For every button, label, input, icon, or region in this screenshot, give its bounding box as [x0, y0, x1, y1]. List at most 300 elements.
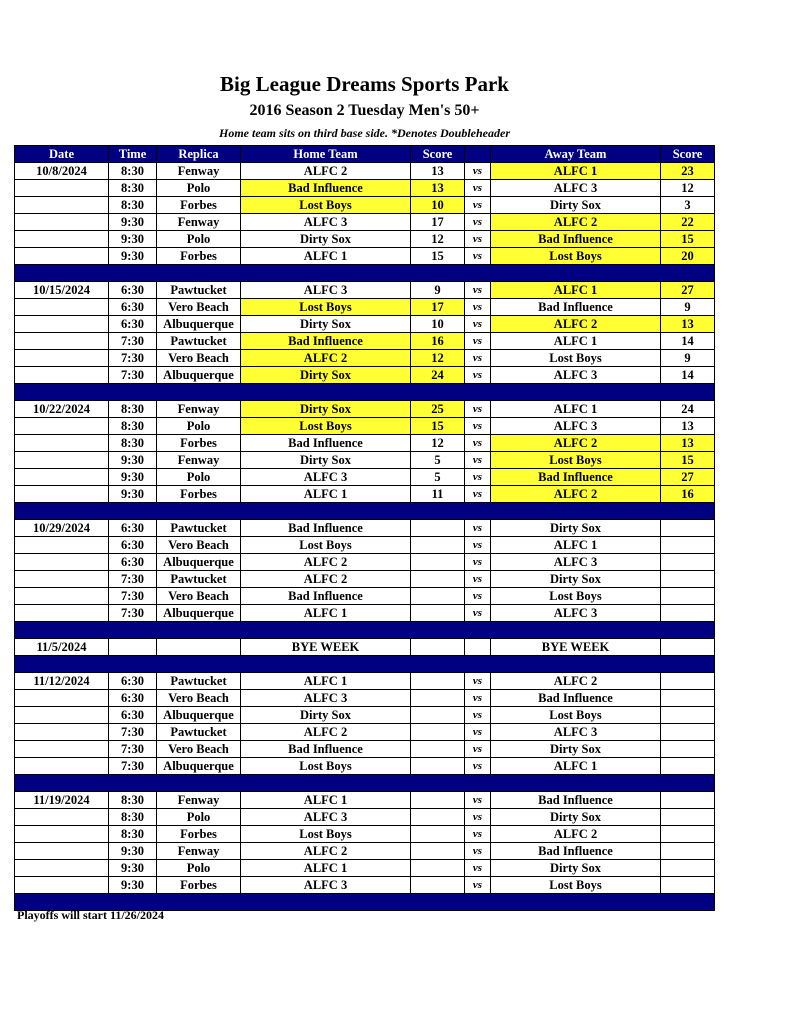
home-team-cell: Bad Influence: [241, 741, 411, 758]
away-team-cell: Dirty Sox: [491, 571, 661, 588]
column-header-replica: Replica: [157, 146, 241, 163]
date-cell: 10/8/2024: [15, 163, 109, 180]
vs-cell: vs: [465, 877, 491, 894]
away-score-cell: [661, 826, 715, 843]
replica-cell: Polo: [157, 180, 241, 197]
home-team-cell: Bad Influence: [241, 333, 411, 350]
vs-cell: vs: [465, 673, 491, 690]
replica-cell: Polo: [157, 809, 241, 826]
time-cell: 8:30: [109, 180, 157, 197]
away-team-cell: Lost Boys: [491, 452, 661, 469]
bye-away-cell: BYE WEEK: [491, 639, 661, 656]
date-cell: [15, 486, 109, 503]
home-score-cell: 10: [411, 197, 465, 214]
vs-cell: vs: [465, 741, 491, 758]
time-cell: 8:30: [109, 401, 157, 418]
date-cell: [15, 588, 109, 605]
date-cell: [15, 333, 109, 350]
away-score-cell: [661, 520, 715, 537]
schedule-body: [15, 163, 715, 911]
away-score-cell: [661, 639, 715, 656]
replica-cell: Albuquerque: [157, 367, 241, 384]
away-score-cell: 15: [661, 231, 715, 248]
replica-cell: Fenway: [157, 401, 241, 418]
home-team-cell: ALFC 2: [241, 571, 411, 588]
home-score-cell: 24: [411, 367, 465, 384]
away-score-cell: 20: [661, 248, 715, 265]
replica-cell: Vero Beach: [157, 588, 241, 605]
table-row: [15, 826, 715, 843]
vs-cell: vs: [465, 707, 491, 724]
date-cell: [15, 809, 109, 826]
home-score-cell: [411, 758, 465, 775]
date-cell: [15, 452, 109, 469]
home-team-cell: ALFC 2: [241, 163, 411, 180]
table-row: [15, 316, 715, 333]
column-header-date: Date: [15, 146, 109, 163]
vs-cell: vs: [465, 214, 491, 231]
replica-cell: Pawtucket: [157, 724, 241, 741]
home-score-cell: 17: [411, 214, 465, 231]
table-row: [15, 197, 715, 214]
home-team-cell: ALFC 3: [241, 877, 411, 894]
away-team-cell: ALFC 3: [491, 605, 661, 622]
vs-cell: vs: [465, 520, 491, 537]
away-score-cell: [661, 707, 715, 724]
column-header-home-team: Home Team: [241, 146, 411, 163]
away-team-cell: Lost Boys: [491, 350, 661, 367]
away-team-cell: Lost Boys: [491, 877, 661, 894]
table-row: [15, 214, 715, 231]
home-score-cell: 9: [411, 282, 465, 299]
away-score-cell: 9: [661, 350, 715, 367]
date-cell: [15, 758, 109, 775]
week-separator: [15, 622, 715, 639]
away-score-cell: [661, 843, 715, 860]
date-cell: [15, 690, 109, 707]
home-score-cell: [411, 639, 465, 656]
week-separator-row: [15, 503, 715, 520]
home-team-cell: ALFC 2: [241, 724, 411, 741]
replica-cell: Forbes: [157, 248, 241, 265]
home-team-cell: ALFC 3: [241, 214, 411, 231]
away-score-cell: 9: [661, 299, 715, 316]
away-team-cell: Lost Boys: [491, 707, 661, 724]
home-team-cell: Bad Influence: [241, 435, 411, 452]
date-cell: [15, 571, 109, 588]
date-cell: [15, 197, 109, 214]
away-team-cell: Lost Boys: [491, 248, 661, 265]
replica-cell: Vero Beach: [157, 741, 241, 758]
replica-cell: Vero Beach: [157, 537, 241, 554]
home-score-cell: 11: [411, 486, 465, 503]
away-score-cell: [661, 537, 715, 554]
schedule-table: [14, 145, 715, 911]
away-score-cell: [661, 860, 715, 877]
column-header-away-score: Score: [661, 146, 715, 163]
home-team-cell: Dirty Sox: [241, 367, 411, 384]
vs-cell: vs: [465, 486, 491, 503]
home-team-cell: Dirty Sox: [241, 452, 411, 469]
away-score-cell: 12: [661, 180, 715, 197]
date-cell: [15, 605, 109, 622]
replica-cell: Pawtucket: [157, 673, 241, 690]
replica-cell: Fenway: [157, 792, 241, 809]
page-title: Big League Dreams Sports Park: [220, 72, 509, 96]
vs-cell: vs: [465, 605, 491, 622]
table-row: [15, 520, 715, 537]
date-cell: 10/29/2024: [15, 520, 109, 537]
away-team-cell: Dirty Sox: [491, 809, 661, 826]
replica-cell: Forbes: [157, 435, 241, 452]
away-team-cell: Bad Influence: [491, 843, 661, 860]
table-header-row: [15, 146, 715, 163]
away-team-cell: Bad Influence: [491, 299, 661, 316]
away-score-cell: [661, 877, 715, 894]
replica-cell: Fenway: [157, 452, 241, 469]
home-team-cell: Lost Boys: [241, 758, 411, 775]
replica-cell: Fenway: [157, 163, 241, 180]
date-cell: [15, 724, 109, 741]
home-score-cell: [411, 554, 465, 571]
table-row: [15, 724, 715, 741]
table-row: [15, 282, 715, 299]
vs-cell: vs: [465, 809, 491, 826]
date-cell: 10/15/2024: [15, 282, 109, 299]
home-team-cell: Lost Boys: [241, 418, 411, 435]
week-separator-row: [15, 265, 715, 282]
home-score-cell: [411, 520, 465, 537]
home-team-cell: ALFC 1: [241, 860, 411, 877]
table-row: [15, 605, 715, 622]
vs-cell: vs: [465, 333, 491, 350]
home-score-cell: 12: [411, 435, 465, 452]
away-team-cell: ALFC 3: [491, 180, 661, 197]
replica-cell: Vero Beach: [157, 299, 241, 316]
away-team-cell: ALFC 1: [491, 333, 661, 350]
table-row: [15, 418, 715, 435]
replica-cell: [157, 639, 241, 656]
date-cell: 11/5/2024: [15, 639, 109, 656]
time-cell: 8:30: [109, 435, 157, 452]
home-score-cell: 15: [411, 248, 465, 265]
away-team-cell: ALFC 2: [491, 486, 661, 503]
home-team-cell: ALFC 1: [241, 248, 411, 265]
date-cell: [15, 860, 109, 877]
replica-cell: Albuquerque: [157, 554, 241, 571]
away-team-cell: ALFC 2: [491, 826, 661, 843]
vs-cell: vs: [465, 724, 491, 741]
playoffs-note: Playoffs will start 11/26/2024: [17, 908, 164, 922]
date-cell: [15, 877, 109, 894]
time-cell: 9:30: [109, 860, 157, 877]
date-cell: [15, 707, 109, 724]
vs-cell: vs: [465, 452, 491, 469]
replica-cell: Forbes: [157, 826, 241, 843]
home-team-cell: Bad Influence: [241, 588, 411, 605]
date-cell: [15, 180, 109, 197]
table-row: [15, 554, 715, 571]
vs-cell: vs: [465, 469, 491, 486]
home-team-cell: Lost Boys: [241, 826, 411, 843]
time-cell: 9:30: [109, 248, 157, 265]
time-cell: 8:30: [109, 792, 157, 809]
time-cell: 7:30: [109, 350, 157, 367]
table-row: [15, 333, 715, 350]
vs-cell: vs: [465, 554, 491, 571]
time-cell: 7:30: [109, 588, 157, 605]
away-score-cell: 27: [661, 469, 715, 486]
time-cell: 7:30: [109, 571, 157, 588]
away-score-cell: [661, 809, 715, 826]
replica-cell: Pawtucket: [157, 333, 241, 350]
time-cell: 8:30: [109, 809, 157, 826]
home-score-cell: [411, 588, 465, 605]
date-cell: [15, 418, 109, 435]
home-team-cell: ALFC 1: [241, 792, 411, 809]
bye-week-row: [15, 639, 715, 656]
table-row: [15, 401, 715, 418]
vs-cell: vs: [465, 860, 491, 877]
vs-cell: vs: [465, 163, 491, 180]
away-score-cell: [661, 571, 715, 588]
home-team-cell: Dirty Sox: [241, 401, 411, 418]
table-row: [15, 758, 715, 775]
week-separator-row: [15, 384, 715, 401]
home-score-cell: [411, 809, 465, 826]
away-team-cell: ALFC 2: [491, 316, 661, 333]
home-team-cell: ALFC 1: [241, 605, 411, 622]
replica-cell: Pawtucket: [157, 571, 241, 588]
time-cell: 6:30: [109, 299, 157, 316]
home-team-cell: ALFC 2: [241, 350, 411, 367]
replica-cell: Forbes: [157, 486, 241, 503]
replica-cell: Forbes: [157, 877, 241, 894]
home-team-cell: ALFC 1: [241, 486, 411, 503]
away-score-cell: [661, 792, 715, 809]
table-row: [15, 367, 715, 384]
away-team-cell: ALFC 1: [491, 537, 661, 554]
table-row: [15, 588, 715, 605]
table-row: [15, 707, 715, 724]
table-row: [15, 231, 715, 248]
home-score-cell: 13: [411, 163, 465, 180]
bye-home-cell: BYE WEEK: [241, 639, 411, 656]
home-score-cell: 16: [411, 333, 465, 350]
home-team-cell: ALFC 2: [241, 843, 411, 860]
week-separator-row: [15, 622, 715, 639]
away-team-cell: Bad Influence: [491, 690, 661, 707]
time-cell: 6:30: [109, 520, 157, 537]
away-score-cell: 3: [661, 197, 715, 214]
replica-cell: Polo: [157, 860, 241, 877]
replica-cell: Albuquerque: [157, 605, 241, 622]
date-cell: [15, 299, 109, 316]
table-row: [15, 248, 715, 265]
home-team-cell: Bad Influence: [241, 520, 411, 537]
vs-cell: vs: [465, 316, 491, 333]
time-cell: 7:30: [109, 605, 157, 622]
time-cell: 9:30: [109, 843, 157, 860]
date-cell: [15, 826, 109, 843]
date-cell: 11/12/2024: [15, 673, 109, 690]
away-team-cell: ALFC 1: [491, 163, 661, 180]
date-cell: [15, 248, 109, 265]
home-score-cell: [411, 826, 465, 843]
away-team-cell: ALFC 2: [491, 214, 661, 231]
week-separator: [15, 384, 715, 401]
table-row: [15, 180, 715, 197]
away-score-cell: [661, 741, 715, 758]
away-score-cell: 16: [661, 486, 715, 503]
time-cell: 8:30: [109, 163, 157, 180]
away-team-cell: Dirty Sox: [491, 860, 661, 877]
time-cell: 6:30: [109, 316, 157, 333]
table-row: [15, 843, 715, 860]
vs-cell: vs: [465, 843, 491, 860]
vs-cell: vs: [465, 248, 491, 265]
column-header-vs: [465, 146, 491, 163]
table-row: [15, 877, 715, 894]
home-team-cell: Dirty Sox: [241, 231, 411, 248]
home-score-cell: [411, 673, 465, 690]
away-score-cell: [661, 554, 715, 571]
time-cell: 9:30: [109, 214, 157, 231]
table-row: [15, 163, 715, 180]
home-team-cell: ALFC 2: [241, 554, 411, 571]
home-team-cell: Bad Influence: [241, 180, 411, 197]
page-subtitle: 2016 Season 2 Tuesday Men's 50+: [249, 102, 480, 119]
date-cell: [15, 316, 109, 333]
replica-cell: Forbes: [157, 197, 241, 214]
away-team-cell: Dirty Sox: [491, 741, 661, 758]
time-cell: 6:30: [109, 537, 157, 554]
home-score-cell: 15: [411, 418, 465, 435]
table-row: [15, 350, 715, 367]
away-score-cell: 22: [661, 214, 715, 231]
away-score-cell: [661, 673, 715, 690]
away-team-cell: Dirty Sox: [491, 520, 661, 537]
time-cell: 9:30: [109, 469, 157, 486]
away-score-cell: [661, 588, 715, 605]
time-cell: 9:30: [109, 452, 157, 469]
vs-cell: [465, 639, 491, 656]
vs-cell: vs: [465, 282, 491, 299]
week-separator-row: [15, 656, 715, 673]
date-cell: [15, 350, 109, 367]
replica-cell: Fenway: [157, 843, 241, 860]
date-cell: [15, 741, 109, 758]
home-score-cell: 5: [411, 452, 465, 469]
away-score-cell: 13: [661, 316, 715, 333]
away-team-cell: ALFC 2: [491, 673, 661, 690]
home-team-cell: Dirty Sox: [241, 707, 411, 724]
away-score-cell: 14: [661, 333, 715, 350]
time-cell: 8:30: [109, 197, 157, 214]
home-team-cell: ALFC 3: [241, 282, 411, 299]
vs-cell: vs: [465, 571, 491, 588]
home-team-cell: Lost Boys: [241, 537, 411, 554]
date-cell: [15, 435, 109, 452]
away-score-cell: [661, 724, 715, 741]
away-team-cell: ALFC 3: [491, 724, 661, 741]
away-score-cell: [661, 758, 715, 775]
table-row: [15, 537, 715, 554]
column-header-home-score: Score: [411, 146, 465, 163]
home-score-cell: [411, 741, 465, 758]
time-cell: 8:30: [109, 826, 157, 843]
date-cell: 11/19/2024: [15, 792, 109, 809]
time-cell: 6:30: [109, 690, 157, 707]
home-score-cell: 10: [411, 316, 465, 333]
home-team-cell: ALFC 1: [241, 673, 411, 690]
replica-cell: Albuquerque: [157, 316, 241, 333]
date-cell: [15, 843, 109, 860]
time-cell: 6:30: [109, 554, 157, 571]
home-score-cell: [411, 792, 465, 809]
time-cell: 6:30: [109, 707, 157, 724]
date-cell: [15, 367, 109, 384]
home-score-cell: 13: [411, 180, 465, 197]
time-cell: 6:30: [109, 673, 157, 690]
table-row: [15, 571, 715, 588]
home-score-cell: 12: [411, 350, 465, 367]
away-score-cell: 15: [661, 452, 715, 469]
vs-cell: vs: [465, 690, 491, 707]
away-team-cell: ALFC 1: [491, 401, 661, 418]
away-score-cell: 23: [661, 163, 715, 180]
home-score-cell: [411, 707, 465, 724]
replica-cell: Polo: [157, 231, 241, 248]
away-score-cell: 27: [661, 282, 715, 299]
date-cell: [15, 469, 109, 486]
time-cell: 9:30: [109, 231, 157, 248]
week-separator-row: [15, 775, 715, 792]
away-team-cell: Bad Influence: [491, 469, 661, 486]
time-cell: 8:30: [109, 418, 157, 435]
time-cell: 7:30: [109, 724, 157, 741]
vs-cell: vs: [465, 231, 491, 248]
home-score-cell: 17: [411, 299, 465, 316]
home-score-cell: [411, 605, 465, 622]
replica-cell: Fenway: [157, 214, 241, 231]
vs-cell: vs: [465, 401, 491, 418]
time-cell: 7:30: [109, 758, 157, 775]
vs-cell: vs: [465, 758, 491, 775]
away-team-cell: ALFC 3: [491, 367, 661, 384]
column-header-away-team: Away Team: [491, 146, 661, 163]
away-team-cell: Bad Influence: [491, 792, 661, 809]
away-score-cell: 13: [661, 418, 715, 435]
replica-cell: Albuquerque: [157, 707, 241, 724]
replica-cell: Vero Beach: [157, 350, 241, 367]
table-row: [15, 860, 715, 877]
home-score-cell: [411, 571, 465, 588]
home-team-cell: ALFC 3: [241, 469, 411, 486]
time-cell: 9:30: [109, 877, 157, 894]
time-cell: 6:30: [109, 282, 157, 299]
vs-cell: vs: [465, 826, 491, 843]
table-row: [15, 741, 715, 758]
away-team-cell: Lost Boys: [491, 588, 661, 605]
away-team-cell: ALFC 1: [491, 758, 661, 775]
home-score-cell: 25: [411, 401, 465, 418]
home-team-cell: Lost Boys: [241, 197, 411, 214]
vs-cell: vs: [465, 418, 491, 435]
replica-cell: Polo: [157, 418, 241, 435]
vs-cell: vs: [465, 588, 491, 605]
table-row: [15, 673, 715, 690]
